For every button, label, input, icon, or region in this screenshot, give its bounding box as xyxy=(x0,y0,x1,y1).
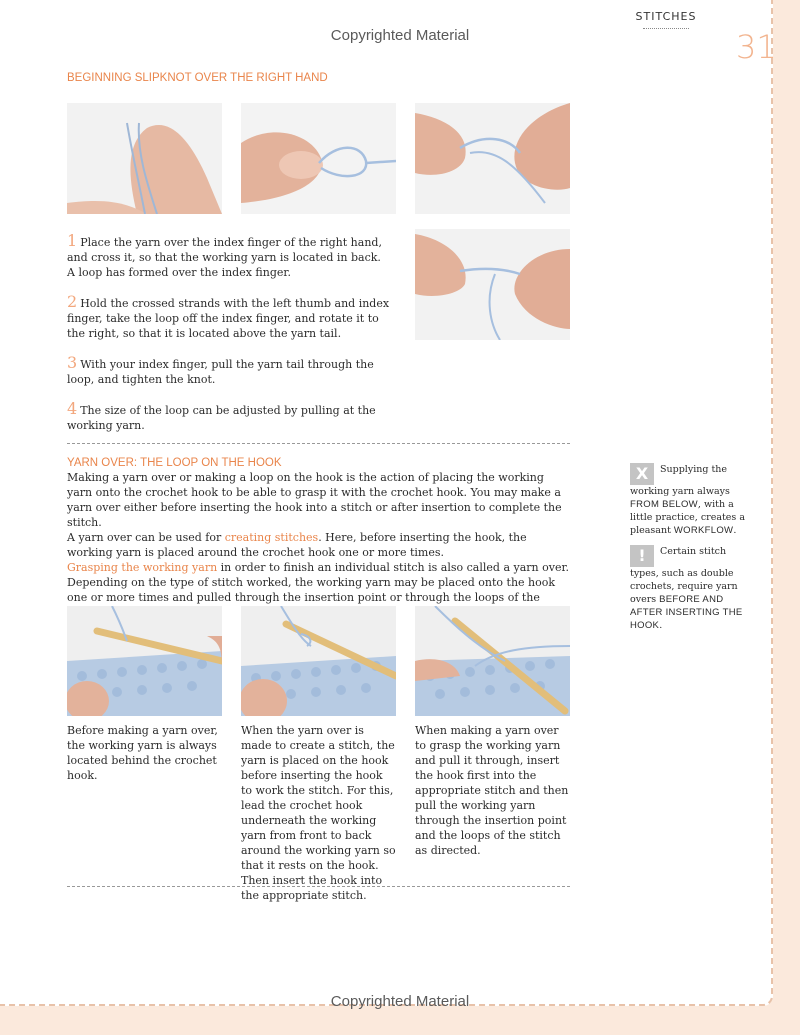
cross-icon: X xyxy=(630,463,654,485)
caption-3: When making a yarn over to grasp the working yarn and pull it through, insert the hook first into the appropriate stitch and then pull the working yarn through the insertion point and the loops of the stitch as directed. xyxy=(415,724,569,857)
tip-text: Supplying the working yarn always xyxy=(630,464,730,497)
step-number: 1 xyxy=(67,231,78,250)
section-label: STITCHES xyxy=(635,10,697,23)
step-1 xyxy=(67,233,392,280)
caption-2: When the yarn over is made to create a stitch, the yarn is placed on the hook before inserting the hook to work the stitch. For this, lead the crochet hook underneath the working yarn from front to back around the working yarn so that it rests on the hook. Then insert the hook into the appropriate stitch. xyxy=(241,724,396,902)
yarn-over-heading: YARN OVER: THE LOOP ON THE HOOK xyxy=(67,457,282,469)
tip-text: Certain stitch types, such as double crochets, require yarn overs xyxy=(630,546,738,605)
step-text: The size of the loop can be adjusted by pulling at the working yarn. xyxy=(67,404,376,432)
slipknot-photo-4 xyxy=(415,229,570,340)
step-number: 3 xyxy=(67,353,78,372)
step-2 xyxy=(67,294,392,341)
slipknot-photo-2 xyxy=(241,103,396,214)
tip-bold: WORKFLOW xyxy=(673,525,734,536)
step-3 xyxy=(67,355,392,387)
step-4 xyxy=(67,401,392,433)
link-grasping-working-yarn[interactable]: Grasping the working yarn xyxy=(67,561,218,574)
yarn-over-photo-1 xyxy=(67,606,222,716)
yarn-over-photo-2 xyxy=(241,606,396,716)
paragraph-2 xyxy=(67,530,572,560)
watermark-bottom: Copyrighted Material xyxy=(330,993,470,1010)
yarn-over-photo-3 xyxy=(415,606,570,716)
step-text: Hold the crossed strands with the left thumb and index finger, take the loop off the index finger, and rotate it to the right, so that it is located above the yarn tail. xyxy=(67,297,390,340)
step-number: 2 xyxy=(67,292,78,311)
slipknot-photo-1 xyxy=(67,103,222,214)
slipknot-photo-3 xyxy=(415,103,570,214)
text: . Here, before inserting the hook, the working yarn is placed around the crochet hook one or more times. xyxy=(67,531,527,559)
exclamation-icon: ! xyxy=(630,545,654,567)
yarn-over-body xyxy=(67,470,572,620)
step-text: Place the yarn over the index finger of the right hand, and cross it, so that the working yarn is located in back. A loop has formed over the index finger. xyxy=(67,236,382,279)
divider-1 xyxy=(67,443,570,444)
link-creating-stitches[interactable]: creating stitches xyxy=(224,531,319,544)
tip-workflow xyxy=(630,463,755,537)
section-tab xyxy=(625,0,707,26)
tip-bold: BEFORE AND AFTER INSERTING THE HOOK xyxy=(630,594,743,631)
caption-1: Before making a yarn over, the working yarn is always located behind the crochet hook. xyxy=(67,724,218,782)
slipknot-steps xyxy=(67,233,392,447)
slipknot-heading: BEGINNING SLIPKNOT OVER THE RIGHT HAND xyxy=(67,72,328,84)
watermark-top: Copyrighted Material xyxy=(330,27,470,44)
tip-bold: FROM BELOW xyxy=(630,499,698,510)
text: in order to finish an individual stitch is also called a yarn over. Depending on the type of stitch worked, the working yarn may be placed onto the hook one or more times and pulled through the insertion point or through the loops of the xyxy=(67,561,569,604)
tip-yarn-overs xyxy=(630,545,755,632)
tip-text: , with a little practice, creates a pleasant xyxy=(630,499,745,536)
divider-2 xyxy=(67,886,570,887)
tip-text: . xyxy=(733,525,737,536)
step-number: 4 xyxy=(67,399,78,418)
step-text: With your index finger, pull the yarn tail through the loop, and tighten the knot. xyxy=(67,358,374,386)
text: A yarn over can be used for xyxy=(67,531,225,544)
page-number: 31 xyxy=(736,28,777,66)
paragraph-1: Making a yarn over or making a loop on the hook is the action of placing the working yarn onto the crochet hook to be able to grasp it with the crochet hook. You may make a yarn over either before inserting the hook into a stitch or after insertion to complete the stitch. xyxy=(67,471,562,529)
tip-text: . xyxy=(659,620,663,631)
